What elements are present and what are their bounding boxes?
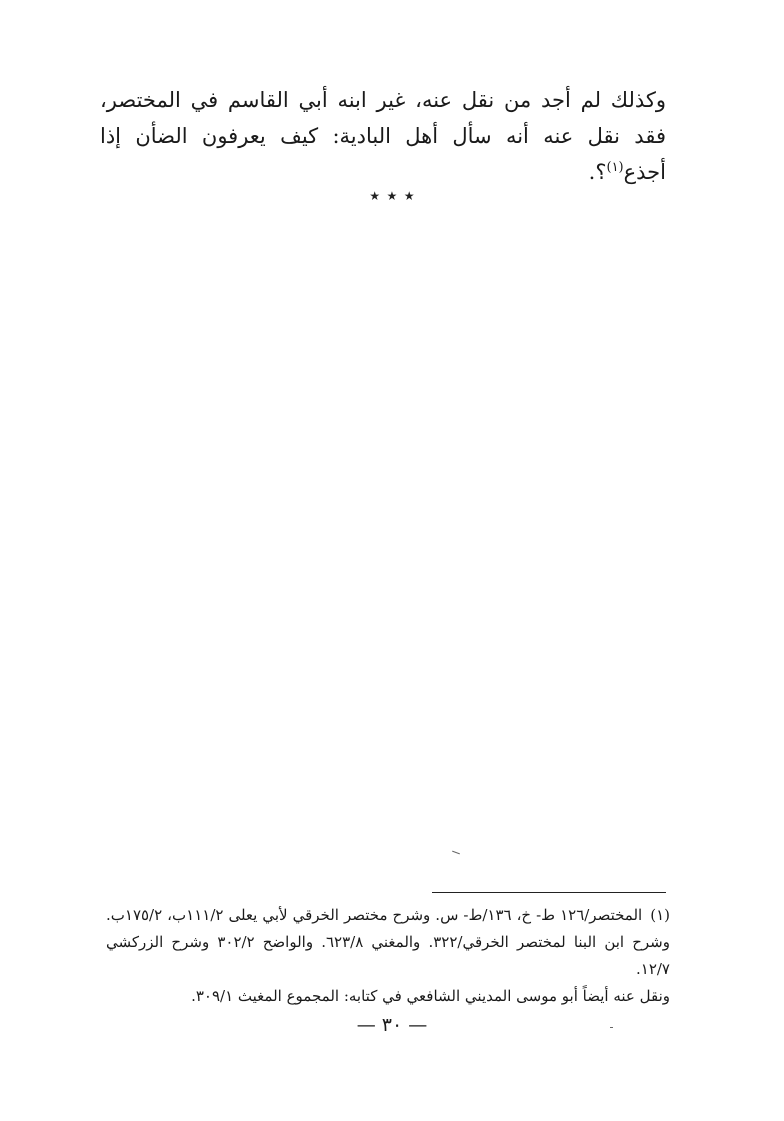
paragraph-text xyxy=(100,82,666,190)
paragraph-body: وكذلك لم أجد من نقل عنه، غير ابنه أبي القاسم في المختصر، فقد نقل عنه أنه سأل أهل البادية: كيف يعرفون الضأن إذا أجذع xyxy=(100,88,666,184)
section-separator: ٭ ٭ ٭ xyxy=(369,183,415,207)
footnote-number: (١) xyxy=(650,906,670,924)
footnote-1 xyxy=(106,902,670,983)
page-number: — ٣٠ — xyxy=(356,1014,428,1036)
main-paragraph xyxy=(100,82,666,190)
footnote-1-text: المختصر/١٢٦ ط- خ، ١٣٦/ط- س. وشرح مختصر الخرقي لأبي يعلى ١١١/٢ب، ١٧٥/٢ب. وشرح ابن البنا لمختصر الخرقي/٣٢٢. والمغني ٦٢٣/٨. والواضح ٣٠٢/٢ وشرح الزركشي ١٢/٧. xyxy=(106,906,670,978)
paragraph-ending: ؟. xyxy=(588,160,607,184)
footnote-1-continuation: ونقل عنه أيضاً أبو موسى المديني الشافعي في كتابه: المجموع المغيث ٣٠٩/١. xyxy=(191,987,670,1005)
footnote-reference[interactable]: (١) xyxy=(606,160,624,175)
footnotes-section xyxy=(106,902,670,1010)
scan-speck xyxy=(610,1027,613,1028)
scan-speck xyxy=(452,851,460,855)
footnote-divider xyxy=(432,892,666,893)
